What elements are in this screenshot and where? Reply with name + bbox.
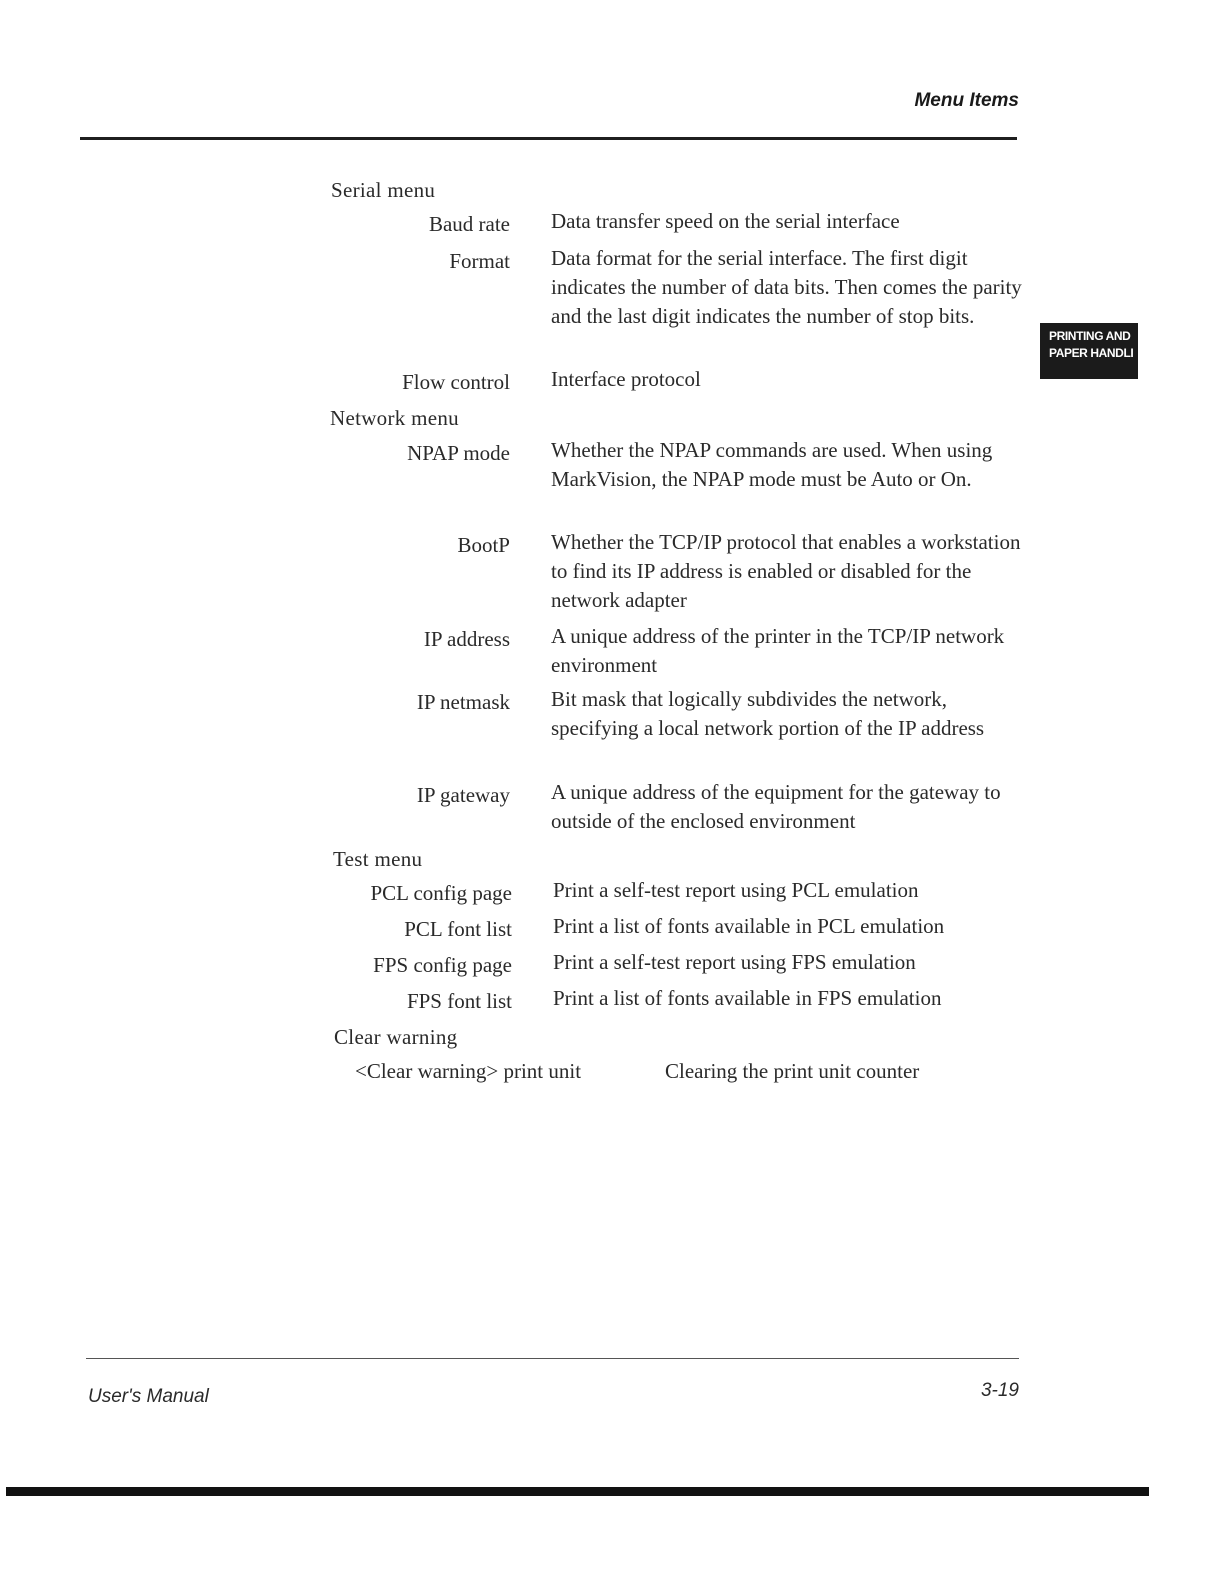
item-description: Whether the NPAP commands are used. When using MarkVision, the NPAP mode must be Auto or On. (551, 438, 993, 491)
item-description: Bit mask that logically subdivides the network, specifying a local network portion of the IP address (551, 687, 985, 740)
chapter-tab (1040, 323, 1138, 379)
item-term: FPS config page (373, 953, 512, 977)
item-term: <Clear warning> print unit (355, 1059, 582, 1083)
item-term: NPAP mode (407, 441, 510, 465)
item-term: FPS font list (406, 989, 512, 1013)
item-term: IP netmask (416, 690, 510, 714)
section-title-clear-warning: Clear warning (334, 1025, 458, 1049)
item-description: Clearing the print unit counter (665, 1059, 920, 1083)
section-title-test: Test menu (333, 847, 423, 871)
item-description: Whether the TCP/IP protocol that enables a workstation to find its IP address is enabled or disabled for the network adapter (551, 530, 1021, 612)
item-description: Print a self-test report using FPS emulation (553, 950, 916, 974)
item-term: IP gateway (416, 783, 510, 807)
item-description: Print a list of fonts available in FPS emulation (553, 986, 942, 1010)
item-term: PCL font list (404, 917, 512, 941)
item-term: IP address (423, 627, 510, 651)
page-number: 3-19 (980, 1380, 1019, 1401)
item-description: A unique address of the equipment for the gateway to outside of the enclosed environment (551, 780, 1001, 833)
section-title-network: Network menu (330, 406, 459, 430)
item-description: Print a list of fonts available in PCL emulation (553, 914, 945, 938)
item-description: A unique address of the printer in the TCP/IP network environment (551, 624, 1005, 677)
item-description: Interface protocol (551, 367, 701, 391)
item-term: Flow control (402, 370, 510, 394)
item-description: Data format for the serial interface. The first digit indicates the number of data bits. Then comes the parity and the last digit indicates the number of stop bits. (551, 246, 1022, 328)
header-rule (80, 137, 1017, 140)
item-term: BootP (457, 533, 510, 557)
footer-rule (86, 1358, 1019, 1359)
page-header-title: Menu Items (914, 90, 1019, 111)
chapter-tab-line2: PAPER HANDLI (1049, 346, 1134, 360)
scan-edge-bar (6, 1487, 1149, 1496)
item-description: Data transfer speed on the serial interface (551, 209, 900, 233)
chapter-tab-line1: PRINTING AND (1049, 329, 1131, 343)
clear-warning-row (355, 1059, 920, 1084)
footer-manual-title: User's Manual (88, 1386, 209, 1407)
section-title-serial: Serial menu (331, 178, 436, 202)
item-description: Print a self-test report using PCL emulation (553, 878, 919, 902)
item-term: PCL config page (370, 881, 512, 905)
item-term: Format (449, 249, 510, 273)
item-term: Baud rate (428, 212, 510, 236)
